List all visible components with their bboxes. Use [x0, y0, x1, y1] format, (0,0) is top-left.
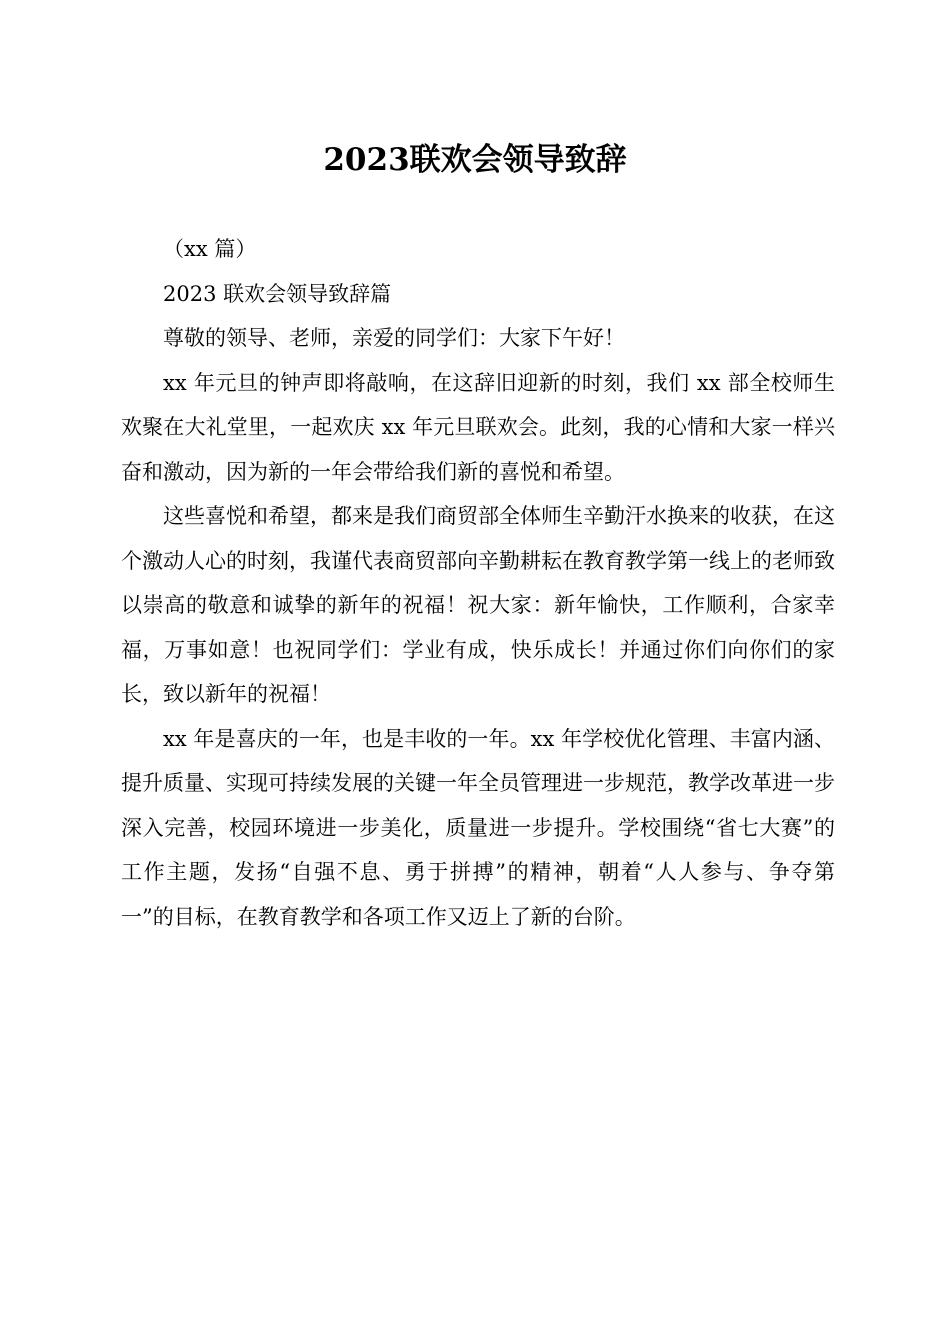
paragraph: xx 年是喜庆的一年，也是丰收的一年。xx 年学校优化管理、丰富内涵、提升质量、实现可持续发展的关键一年全员管理进一步规范，教学改革进一步深入完善，校园环境进一步美化，质量进一步提升。学校围绕“省七大赛”的工作主题，发扬“自强不息、勇于拼搏”的精神，朝着“人人参与、争夺第一”的目标，在教育教学和各项工作又迈上了新的台阶。	[121, 726, 835, 929]
document-body	[121, 227, 835, 939]
paragraph-heading: 2023 联欢会领导致辞篇	[163, 281, 392, 306]
paragraph-subtitle: （xx 篇）	[163, 237, 257, 261]
paragraph: xx 年元旦的钟声即将敲响，在这辞旧迎新的时刻，我们 xx 部全校师生欢聚在大礼堂里，一起欢庆 xx 年元旦联欢会。此刻，我的心情和大家一样兴奋和激动，因为新的一年会带给我们新的喜悦和希望。	[121, 370, 835, 484]
document-title: 2023联欢会领导致辞	[323, 142, 627, 178]
paragraph-greeting: 尊敬的领导、老师，亲爱的同学们：大家下午好！	[163, 326, 625, 350]
paragraph: 这些喜悦和希望，都来是我们商贸部全体师生辛勤汗水换来的收获，在这个激动人心的时刻，我谨代表商贸部向辛勤耕耘在教育教学第一线上的老师致以崇高的敬意和诚挚的新年的祝福！祝大家：新年愉快，工作顺利，合家幸福，万事如意！也祝同学们：学业有成，快乐成长！并通过你们向你们的家长，致以新年的祝福！	[121, 504, 835, 706]
